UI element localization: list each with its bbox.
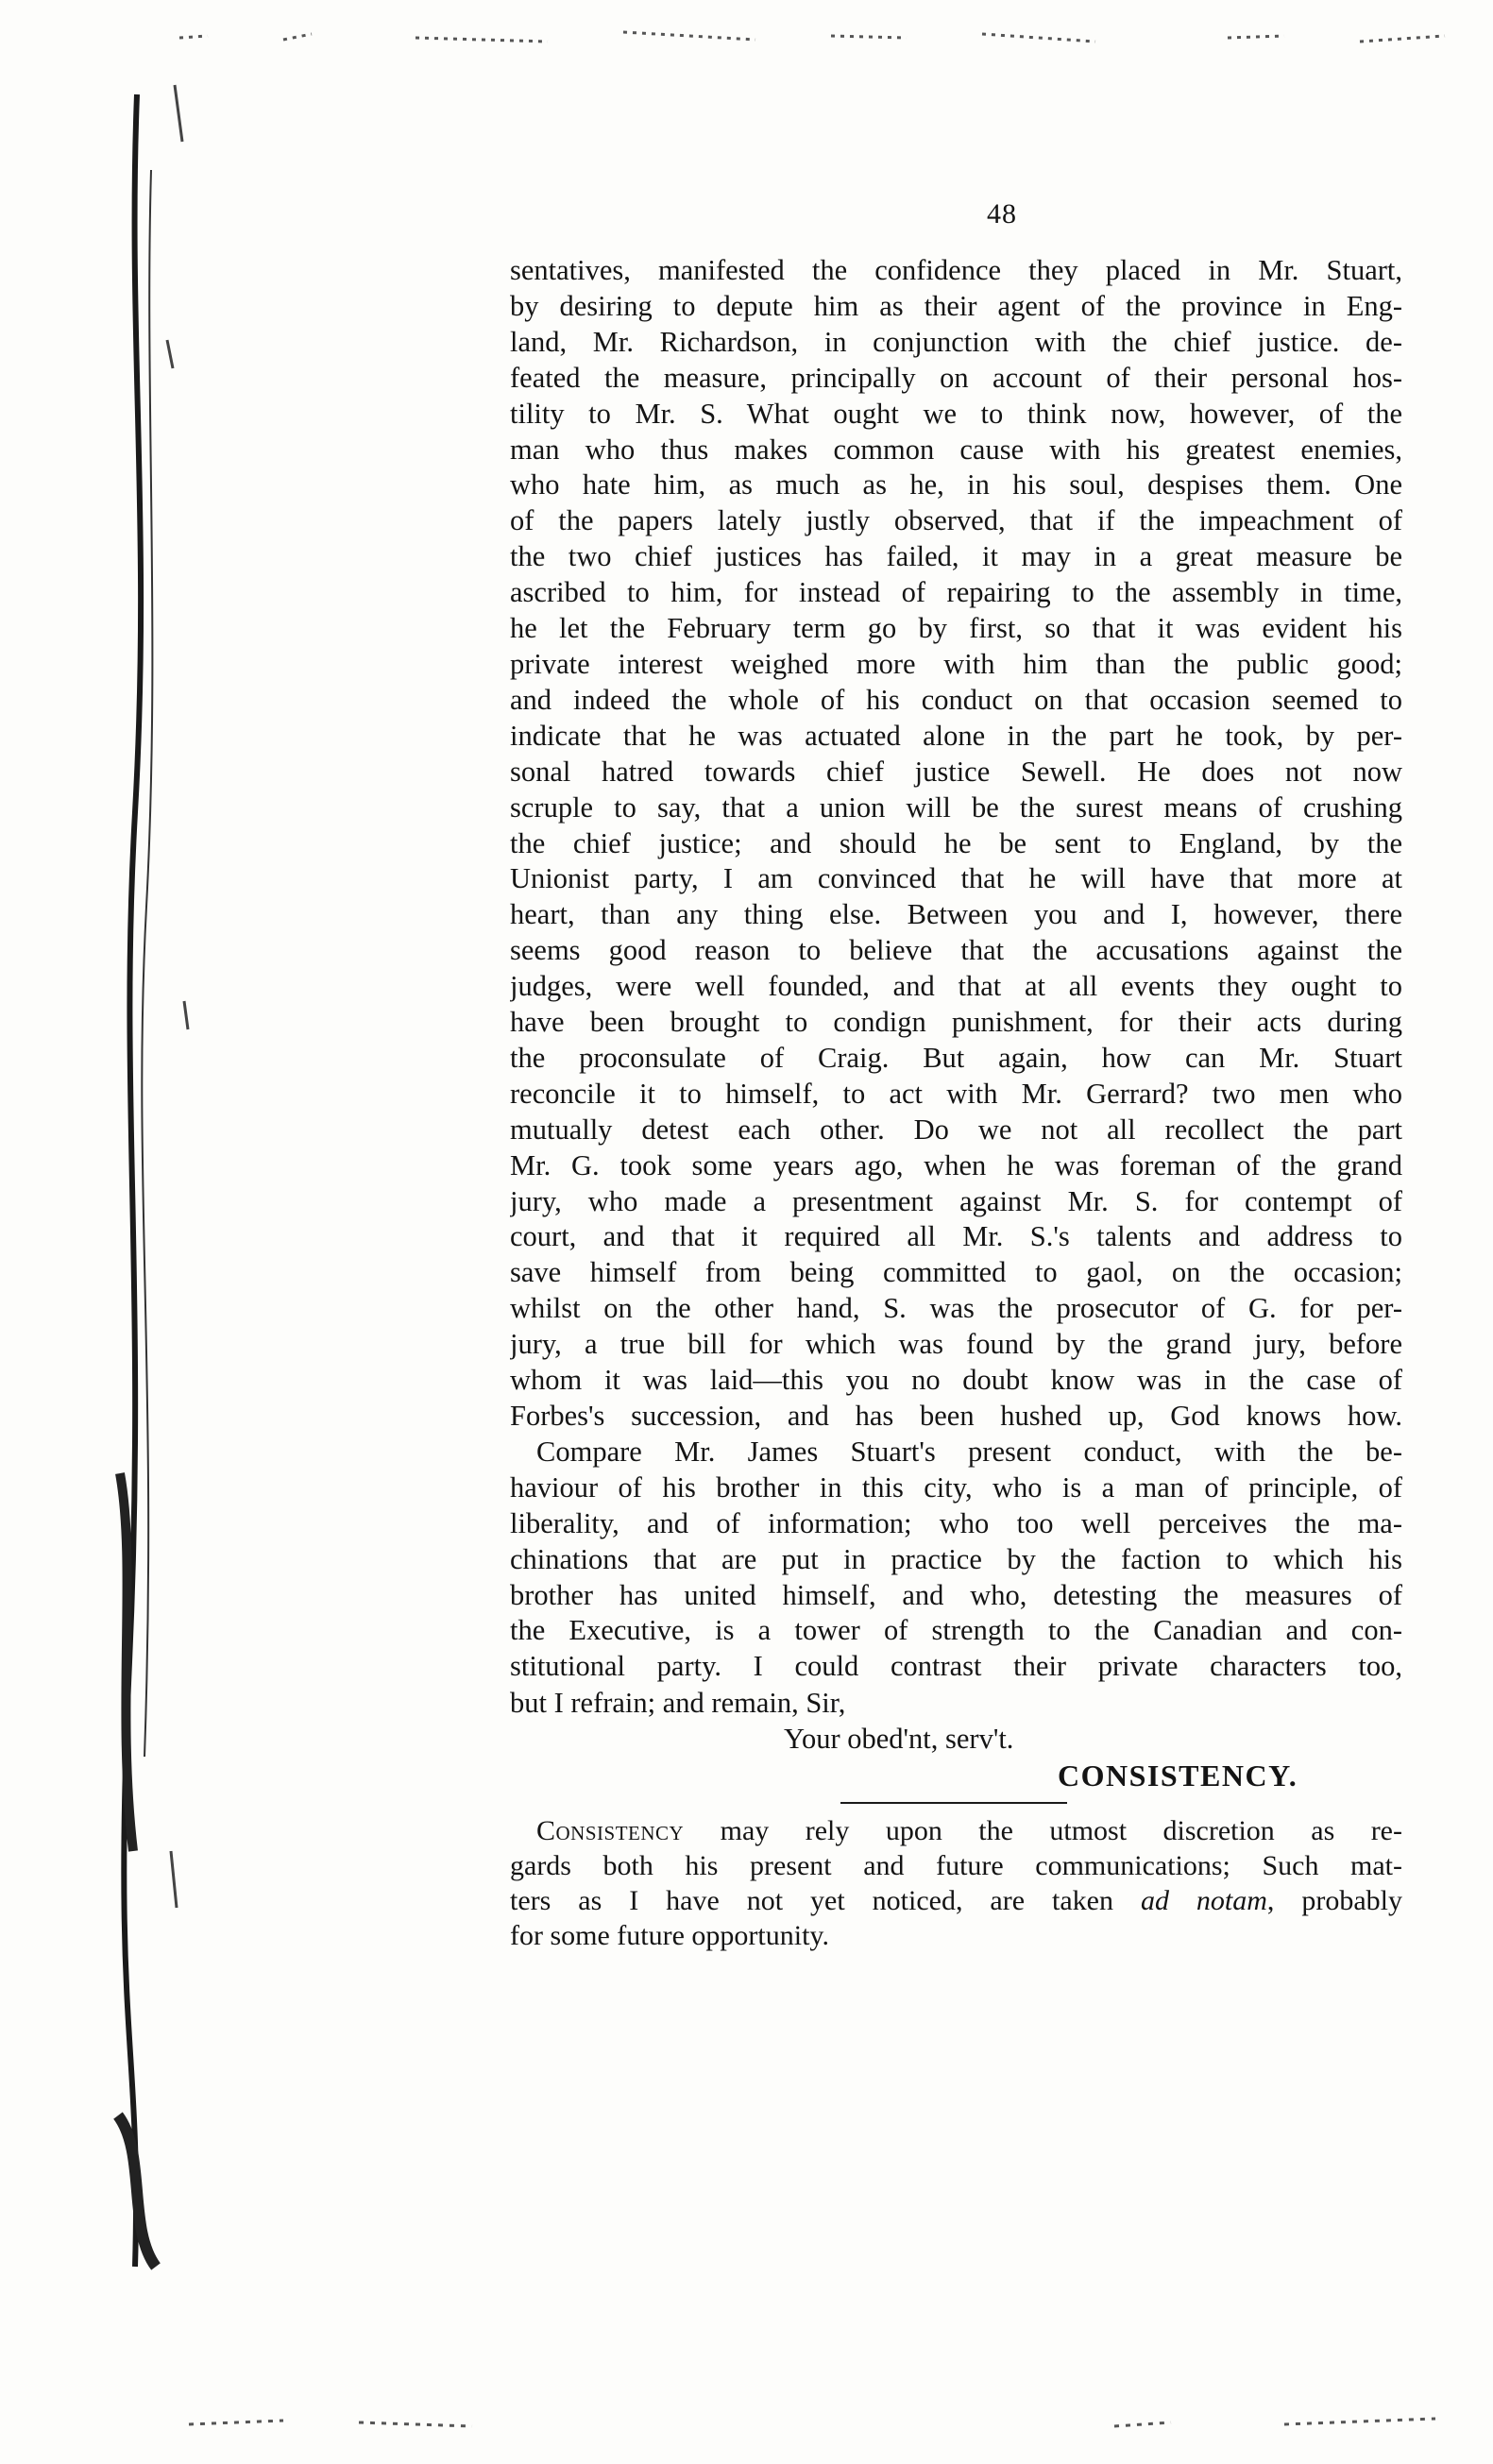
text-line: seems good reason to believe that the accusations against the xyxy=(510,934,1402,967)
text-line: scruple to say, that a union will be the surest means of crushing xyxy=(510,790,1402,824)
paragraph-1 xyxy=(510,253,1402,1435)
text-line: have been brought to condign punishment, for their acts during xyxy=(510,1006,1402,1039)
text-line: Forbes's succession, and has been hushed up, God knows how. xyxy=(510,1400,1402,1432)
text-line: whilst on the other hand, S. was the prosecutor of G. for per- xyxy=(510,1292,1402,1325)
text-line: land, Mr. Richardson, in conjunction with the chief justice. de- xyxy=(510,325,1402,358)
text-line: judges, were well founded, and that at all events they ought to xyxy=(510,970,1402,1003)
text-line: feated the measure, principally on account of their personal hos- xyxy=(510,361,1402,394)
closing-servant: Your obed'nt, serv't. xyxy=(784,1723,1014,1756)
note-line xyxy=(510,1883,1402,1918)
divider-rule xyxy=(840,1802,1067,1804)
bottom-scan-noise xyxy=(170,2404,1454,2441)
text-line: of the papers lately justly observed, that if the impeachment of xyxy=(510,504,1402,537)
text-line: Unionist party, I am convinced that he will have that more at xyxy=(510,862,1402,895)
text-line: mutually detest each other. Do we not all recollect the part xyxy=(510,1113,1402,1146)
letter-text xyxy=(510,253,1402,1953)
text-line: indicate that he was actuated alone in the part he took, by per- xyxy=(510,719,1402,752)
text-line: private interest weighed more with him than the public good; xyxy=(510,647,1402,680)
text-line: tility to Mr. S. What ought we to think now, however, of the xyxy=(510,397,1402,430)
text-line: the two chief justices has failed, it may in a great measure be xyxy=(510,540,1402,573)
text-line: Compare Mr. James Stuart's present conduct, with the be- xyxy=(536,1435,1402,1468)
note-line: gards both his present and future communications; Such mat- xyxy=(510,1850,1402,1882)
binding-gutter-shadow xyxy=(109,57,198,2286)
text-line: heart, than any thing else. Between you and I, however, there xyxy=(510,898,1402,931)
top-scan-noise xyxy=(170,19,1454,57)
text-line: Mr. G. took some years ago, when he was foreman of the grand xyxy=(510,1148,1402,1181)
text-line: sentatives, manifested the confidence they placed in Mr. Stuart, xyxy=(510,254,1402,286)
text-line: save himself from being committed to gaol, on the occasion; xyxy=(510,1256,1402,1289)
paragraph-2 xyxy=(510,1435,1402,1685)
text-line: reconcile it to himself, to act with Mr. Gerrard? two men who xyxy=(510,1077,1402,1110)
text-line: the chief justice; and should he be sent to England, by the xyxy=(510,826,1402,859)
text-line: man who thus makes common cause with his greatest enemies, xyxy=(510,433,1402,466)
text-line: he let the February term go by first, so that it was evident his xyxy=(510,612,1402,645)
page-number: 48 xyxy=(987,198,1017,229)
text-line: stitutional party. I could contrast their private characters too, xyxy=(510,1650,1402,1683)
text-line: brother has united himself, and who, detesting the measures of xyxy=(510,1578,1402,1611)
text-line: jury, who made a presentment against Mr. S. for contempt of xyxy=(510,1184,1402,1217)
text-line: by desiring to depute him as their agent of the province in Eng- xyxy=(510,289,1402,322)
text-line: jury, a true bill for which was found by the grand jury, before xyxy=(510,1328,1402,1361)
note-latin-phrase: ad notam xyxy=(1140,1885,1267,1917)
text-line: liberality, and of information; who too well perceives the ma- xyxy=(510,1506,1402,1539)
text-line: chinations that are put in practice by the faction to which his xyxy=(510,1542,1402,1575)
note-lead: Consistency xyxy=(536,1815,685,1847)
editor-note xyxy=(510,1813,1402,1953)
note-line-3-pre: ters as I have not yet noticed, are taken xyxy=(510,1885,1141,1917)
text-line: who hate him, as much as he, in his soul, despises them. One xyxy=(510,468,1402,501)
text-line: court, and that it required all Mr. S.'s talents and address to xyxy=(510,1220,1402,1253)
note-line: for some future opportunity. xyxy=(510,1920,829,1952)
signature: CONSISTENCY. xyxy=(1058,1759,1298,1793)
text-line: haviour of his brother in this city, who is a man of principle, of xyxy=(510,1470,1402,1504)
note-line-3-post: , probably xyxy=(1266,1885,1403,1917)
closing-salutation: but I refrain; and remain, Sir, xyxy=(510,1687,846,1720)
text-line: ascribed to him, for instead of repairing to the assembly in time, xyxy=(510,576,1402,609)
text-line: and indeed the whole of his conduct on that occasion seemed to xyxy=(510,683,1402,716)
note-line-1-rest: may rely upon the utmost discretion as re- xyxy=(684,1815,1402,1847)
note-line xyxy=(510,1813,1402,1848)
text-line: sonal hatred towards chief justice Sewell. He does not now xyxy=(510,755,1402,788)
text-line: whom it was laid—this you no doubt know was in the case of xyxy=(510,1364,1402,1397)
text-line: the Executive, is a tower of strength to the Canadian and con- xyxy=(510,1614,1402,1647)
text-line: the proconsulate of Craig. But again, how can Mr. Stuart xyxy=(510,1041,1402,1074)
